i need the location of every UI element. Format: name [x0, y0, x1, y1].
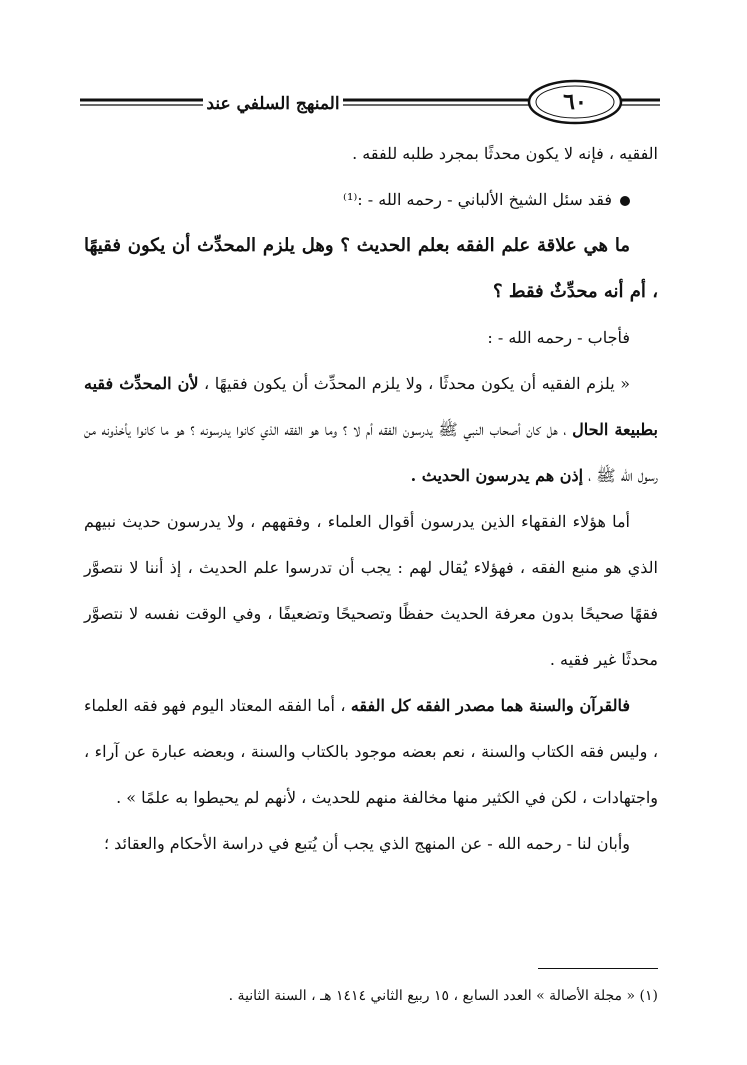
answer-part-c: ، هل كان أصحاب النبي ﷺ يدرسون الفقه أم لا ؟ وما هو الفقه الذي كانوا يدرسونه ؟ هو ما كانوا يأخذونه من رسول الله ﷺ ،	[84, 420, 658, 485]
question-intro-text: فقد سئل الشيخ الألباني - رحمه الله - :⁽¹⁾	[343, 190, 612, 209]
footnote-divider	[538, 968, 658, 969]
sources-rest: ، أما الفقه المعتاد اليوم فهو فقه العلماء ، وليس فقه الكتاب والسنة ، نعم بعضه موجود بالكتاب والسنة ، وبعضه عبارة عن آراء ، واجتهادات ، لكن في الكثير منها مخالفة منهم للحديث ، لأنهم لم يحيطوا به علمًا » .	[84, 696, 658, 807]
footnote: (١) « مجلة الأصالة » العدد السابع ، ١٥ ربيع الثاني ١٤١٤ هـ ، السنة الثانية .	[228, 988, 658, 1004]
main-text	[84, 131, 658, 867]
sources-bold: فالقرآن والسنة هما مصدر الفقه كل الفقه	[350, 696, 631, 715]
paragraph-jurists: أما هؤلاء الفقهاء الذين يدرسون أقوال العلماء ، وفقههم ، ولا يدرسون حديث نبيهم الذي هو منبع الفقه ، فهؤلاء يُقال لهم : يجب أن تدرسوا علم الحديث ، إذ أننا لا نتصوَّر فقهًا صحيحًا بدون معرفة الحديث حفظًا وتصحيحًا وتضعيفًا ، وفي الوقت نفسه لا نتصوَّر محدثًا غير فقيه .	[84, 512, 658, 669]
page-header	[80, 78, 660, 128]
answer-intro: فأجاب - رحمه الله - :	[487, 328, 630, 347]
answer-part-a: « يلزم الفقيه أن يكون محدثًا ، ولا يلزم المحدِّث أن يكون فقيهًا ،	[198, 374, 631, 393]
bullet-icon	[620, 196, 630, 206]
paragraph-sources	[84, 683, 658, 821]
question-text: ما هي علاقة علم الفقه بعلم الحديث ؟ وهل يلزم المحدِّث أن يكون فقيهًا ، أم أنه محدِّثٌ فقط ؟	[84, 235, 658, 302]
paragraph-intro: الفقيه ، فإنه لا يكون محدثًا بمجرد طلبه للفقه .	[352, 144, 658, 163]
paragraph-question-intro	[84, 177, 658, 223]
answer-bold-a: لأن المحدِّث فقيه بطبيعة الحال	[84, 374, 658, 439]
answer-paragraph	[84, 361, 658, 499]
page-number: ٦٠	[563, 89, 587, 115]
running-title: المنهج السلفي عند	[203, 84, 343, 124]
paragraph-method: وأبان لنا - رحمه الله - عن المنهج الذي يجب أن يُتبع في دراسة الأحكام والعقائد ؛	[103, 834, 630, 853]
answer-bold-d: إذن هم يدرسون الحديث .	[410, 466, 584, 485]
